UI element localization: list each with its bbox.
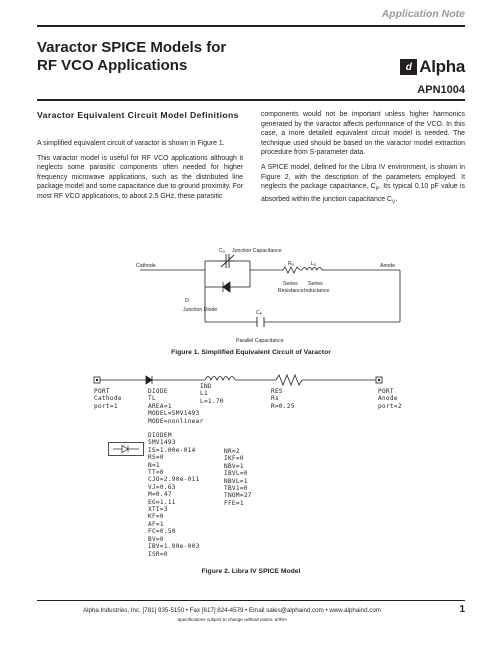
figure-2-caption: Figure 2. Libra IV SPICE Model <box>201 568 301 575</box>
junction-diode-label: Junction Diode <box>183 307 218 313</box>
logo-text: Alpha <box>419 57 465 76</box>
footer-fine-print: Specifications subject to change without notice. 6/99A <box>177 617 287 622</box>
col1-paragraph-2: This varactor model is useful for RF VCO applications although it neglects some parasitic components often needed for higher frequency microwave applications, such as the distributed line package model and some capacitance due to ground proximity. For most RF VCO applications, to about 2.5 GHz, these parasitic <box>37 154 243 200</box>
port-2-params: PORT Anode port=2 <box>378 388 402 410</box>
cp-label: CP <box>256 310 263 316</box>
junction-capacitance-label: Junction Capacitance <box>232 248 282 254</box>
series-inductor-icon <box>302 268 324 271</box>
col2-paragraph-1: components would not be important unless higher harmonics generated by the varactor affects performance of the VCO. In this case, a more detailed equivalent circuit model is needed. The technique used should be based on the varactor model extraction procedure from S-parameter data. <box>261 111 465 157</box>
footer-contact: Alpha Industries, Inc. [781] 935-5150 • Fax [617] 824-4579 • Email sales@alphaind.com • www.alphaind.com <box>83 607 381 614</box>
ls-label: LS <box>311 261 317 267</box>
figure-1-caption: Figure 1. Simplified Equivalent Circuit of Varactor <box>171 349 331 356</box>
top-rule <box>37 25 465 27</box>
rs-label: RS <box>288 261 295 267</box>
diode-symbol-icon <box>142 376 157 384</box>
header-rule <box>37 99 465 101</box>
series-inductance-label-1: Series <box>308 281 323 287</box>
resistor-icon <box>276 375 302 385</box>
diodem-params-right: NR=2 IKF=0 NBV=1 IBVL=0 NBVL=1 TBV1=0 TNOM=27 FFE=1 <box>224 448 252 507</box>
footer-rule <box>37 600 465 601</box>
diodem-params-left: DIODEM SMV1493 IS=1.00e-014 RS=0 N=1 TT=0 CJO=2.90e-011 VJ=0.63 M=0.47 EG=1.11 XTI=3 KF=0 AF=1 FC=0.50 BV=0 IBV=1.00e-003 ISR=0 <box>148 432 200 558</box>
varactor-capacitor-icon <box>218 254 236 268</box>
parallel-capacitor-icon <box>257 317 264 327</box>
inductor-params: IND L1 L=1.70 <box>200 383 224 405</box>
page-number: 1 <box>459 604 465 615</box>
page-title <box>37 39 287 75</box>
section-heading: Varactor Equivalent Circuit Model Definitions <box>37 110 239 120</box>
junction-diode-icon <box>218 282 236 292</box>
resistor-params: RES Rs R=0.25 <box>271 388 295 410</box>
column-2 <box>261 110 465 208</box>
series-resistor-icon <box>283 267 302 273</box>
col1-paragraph-1: A simplified equivalent circuit of varactor is shown in Figure 1. <box>37 140 225 147</box>
diode-d-label: D <box>185 298 189 304</box>
application-note-label: Application Note <box>381 8 465 20</box>
column-1 <box>37 139 243 202</box>
logo-mark-icon: d <box>400 59 417 75</box>
parallel-capacitance-label: Parallel Capacitance <box>236 338 284 344</box>
cv-label: CV <box>219 248 226 254</box>
port-1-params: PORT Cathode port=1 <box>94 388 122 410</box>
anode-label: Anode <box>380 263 396 269</box>
cathode-label: Cathode <box>136 263 156 269</box>
diode-model-icon <box>108 442 144 456</box>
col2-paragraph-2: A SPICE model, defined for the Libra IV environment, is shown in Figure 2, with the description of the parameters employed. It neglects the package capacitance, $C_P$. Its typical 0.10 pF value is absorbed within the junction capacitance $C_V$. <box>261 163 465 206</box>
title-line-1: Varactor SPICE Models for <box>37 39 227 56</box>
title-line-2: RF VCO Applications <box>37 57 188 74</box>
doc-number: APN1004 <box>417 84 465 96</box>
diode-params: DIODE TL AREA=1 MODEL=SMV1493 MODE=nonlinear <box>148 388 204 425</box>
series-resistance-label-1: Series <box>283 281 298 287</box>
series-resistance-label-2: Resistance <box>278 288 304 294</box>
alpha-logo <box>400 57 465 77</box>
inductor-icon <box>205 377 235 381</box>
figure-2-schematic <box>90 372 410 404</box>
series-inductance-label-2: Inductance <box>304 288 330 294</box>
